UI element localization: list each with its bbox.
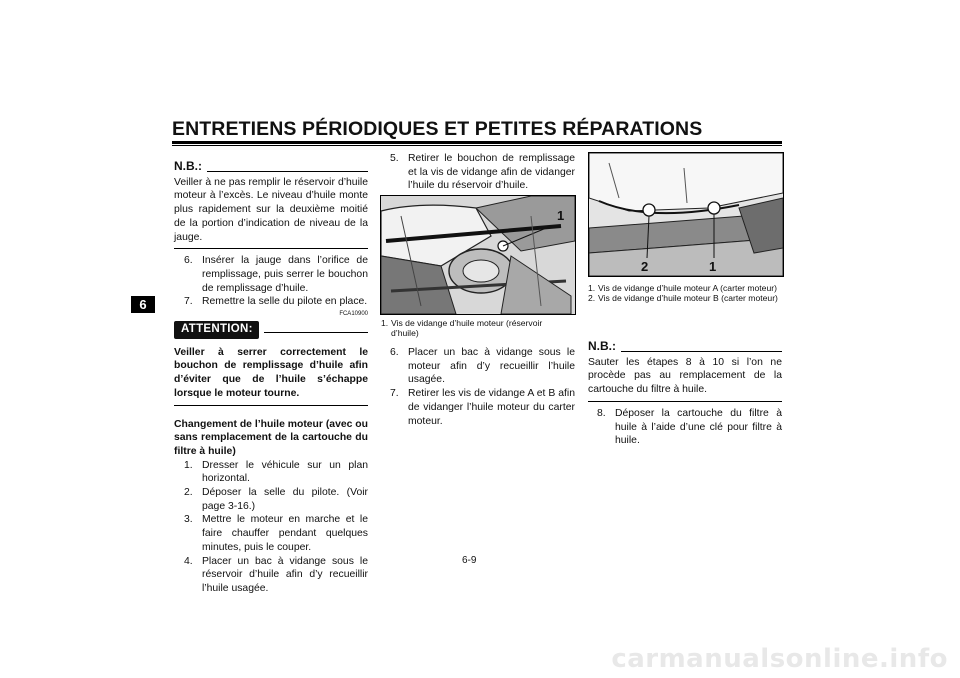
nb-text: Sauter les étapes 8 à 10 si l’on ne procède pas au remplacement de la cartouche du filtre à huile. bbox=[588, 356, 782, 396]
nb-rule bbox=[588, 401, 782, 402]
list-item: 6. Placer un bac à vidange sous le moteur afin d’y recueillir l’huile usagée. bbox=[390, 347, 575, 386]
nb-label: N.B.: bbox=[174, 159, 202, 173]
middle-steps bbox=[381, 346, 575, 428]
list-item: 7. Remettre la selle du pilote en place. bbox=[184, 296, 368, 308]
step-list bbox=[174, 254, 368, 309]
list-item: 7. Retirer les vis de vidange A et B afin de vidanger l’huile moteur du carter moteur. bbox=[390, 388, 575, 427]
attention-code: FCA10900 bbox=[339, 311, 368, 318]
chapter-tab: 6 bbox=[131, 296, 155, 313]
list-item: 4. Placer un bac à vidange sous le réservoir d’huile afin d’y recueillir l’huile usagée. bbox=[184, 555, 368, 594]
nb-text: Veiller à ne pas remplir le réservoir d’huile moteur à l’excès. Le niveau d’huile monte plus rapidement sur la deuxième moitié de la portion d’indication de niveau de la jauge. bbox=[174, 176, 368, 243]
section-step-list bbox=[174, 459, 368, 596]
attention-label: ATTENTION: bbox=[174, 321, 259, 339]
page-number: 6-9 bbox=[462, 555, 477, 566]
attention-rule bbox=[174, 405, 368, 406]
list-item: 2. Déposer la selle du pilote. (Voir page 3-16.) bbox=[184, 487, 368, 512]
nb-label: N.B.: bbox=[588, 339, 616, 353]
title-rule bbox=[172, 141, 782, 144]
figure-callout: 1 bbox=[709, 259, 717, 274]
nb-rule bbox=[174, 248, 368, 249]
list-item: 5. Retirer le bouchon de remplissage et la vis de vidange afin de vidanger l’huile du réservoir d’huile. bbox=[390, 153, 575, 192]
watermark: carmanualsonline.info bbox=[611, 644, 948, 674]
section-heading: Changement de l’huile moteur (avec ou sans remplacement de la cartouche du filtre à huile) bbox=[174, 418, 368, 457]
nb-heading bbox=[588, 340, 782, 354]
crankcase-illustration bbox=[589, 153, 783, 276]
caption-item: 1. Vis de vidange d’huile moteur (réservoir d’huile) bbox=[381, 318, 543, 339]
crankcase-drain-photo bbox=[588, 152, 784, 277]
right-caption bbox=[588, 283, 778, 303]
left-column bbox=[174, 160, 368, 596]
list-item: 3. Mettre le moteur en marche et le faire chauffer pendant quelques minutes, puis le couper. bbox=[184, 514, 368, 553]
right-nb bbox=[588, 340, 782, 448]
list-item: 6. Insérer la jauge dans l’orifice de remplissage, puis serrer le bouchon de remplissage d’huile. bbox=[184, 255, 368, 294]
nb-heading bbox=[174, 160, 368, 174]
caption-item: 2. Vis de vidange d’huile moteur B (carter moteur) bbox=[588, 293, 778, 304]
engine-illustration bbox=[381, 196, 575, 314]
middle-column bbox=[381, 152, 575, 193]
figure-callout: 2 bbox=[641, 259, 649, 274]
list-item: 1. Dresser le véhicule sur un plan horizontal. bbox=[184, 459, 368, 485]
caption-item: 1. Vis de vidange d’huile moteur A (carter moteur) bbox=[588, 283, 777, 293]
attention-heading bbox=[174, 321, 368, 339]
list-item: 8. Déposer la cartouche du filtre à huile à l’aide d’une clé pour filtre à huile. bbox=[597, 407, 782, 447]
figure-callout: 1 bbox=[557, 208, 565, 223]
middle-caption bbox=[381, 318, 571, 338]
attention-text: Veiller à serrer correctement le bouchon de remplissage d’huile afin d’éviter que de l’huile s’échappe lorsque le moteur tourne. bbox=[174, 346, 368, 399]
page-title: ENTRETIENS PÉRIODIQUES ET PETITES RÉPARATIONS bbox=[172, 118, 703, 140]
title-rule-secondary bbox=[172, 145, 782, 146]
oil-tank-drain-photo bbox=[380, 195, 576, 315]
